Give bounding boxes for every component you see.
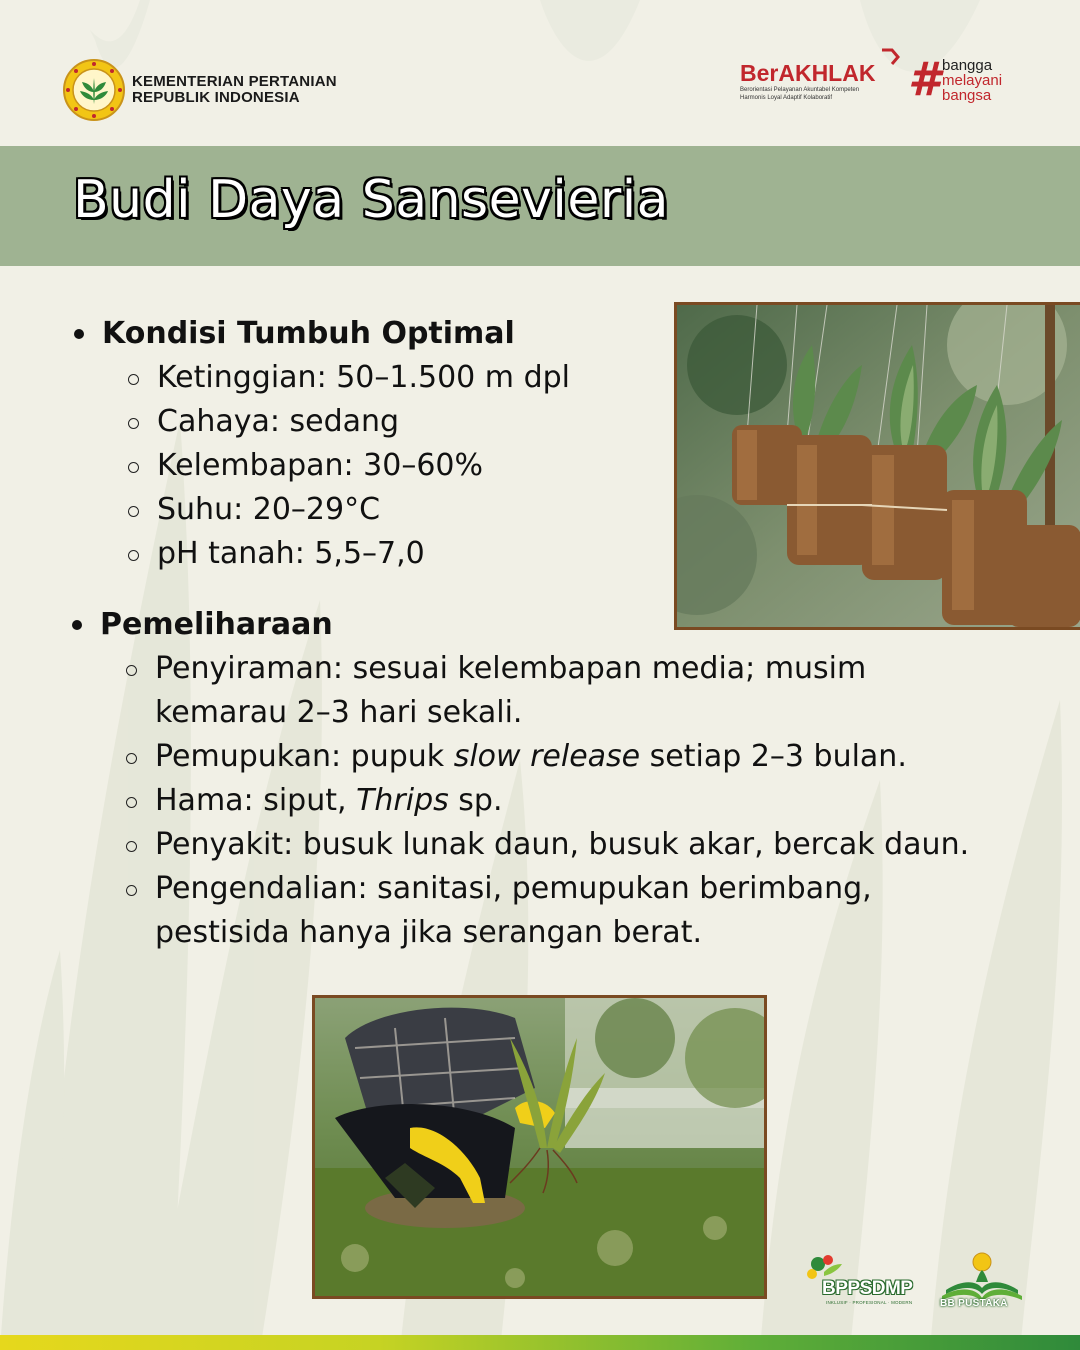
- list-item-text: pH tanah: 5,5–7,0: [157, 536, 425, 571]
- ministry-logo-block: [62, 58, 337, 122]
- footer-color-bar: [0, 1335, 1080, 1350]
- section-heading-text: Pemeliharaan: [100, 607, 333, 642]
- list-item-text-end: setiap 2–3 bulan.: [640, 739, 907, 774]
- list-item: [128, 356, 570, 400]
- ministry-emblem-icon: [62, 58, 126, 122]
- circle-bullet-icon: [126, 753, 137, 764]
- list-item: [128, 400, 570, 444]
- list-item-italic: Thrips: [356, 783, 449, 818]
- hanging-plants-image: [677, 305, 1080, 627]
- bangga-line-3: bangsa: [942, 87, 992, 104]
- berakhlak-logo: [740, 50, 902, 102]
- list-item-text: Pengendalian: sanitasi, pemupukan berimbang, pestisida hanya jika serangan berat.: [155, 871, 872, 950]
- list-item: [126, 779, 1006, 823]
- bangga-line-1: bangga: [942, 57, 993, 74]
- circle-bullet-icon: [126, 841, 137, 852]
- list-item: [128, 444, 570, 488]
- list-item-text-end: sp.: [448, 783, 503, 818]
- circle-bullet-icon: [126, 885, 137, 896]
- berakhlak-subtitle-2: Harmonis Loyal Adaptif Kolaboratif: [740, 95, 833, 101]
- list-item-italic: slow release: [453, 739, 641, 774]
- bullet-icon: [74, 329, 84, 339]
- list-item-text: Suhu: 20–29°C: [157, 492, 381, 527]
- circle-bullet-icon: [126, 665, 137, 676]
- berakhlak-title: BerAKHLAK: [740, 60, 876, 86]
- list-item-text: Ketinggian: 50–1.500 m dpl: [157, 360, 570, 395]
- circle-bullet-icon: [126, 797, 137, 808]
- section-growth-conditions: [74, 312, 570, 576]
- list-item-text: Penyiraman: sesuai kelembapan media; musim kemarau 2–3 hari sekali.: [155, 651, 867, 730]
- page-title: Budi Daya Sansevieria: [73, 170, 670, 230]
- circle-bullet-icon: [128, 506, 139, 517]
- section-heading-text: Kondisi Tumbuh Optimal: [102, 316, 515, 351]
- header: [0, 0, 1080, 146]
- list-item: [126, 823, 1006, 867]
- list-item-text: Hama: siput,: [155, 783, 357, 818]
- section-heading: [74, 312, 570, 356]
- bangga-line-2: melayani: [942, 72, 1003, 89]
- circle-bullet-icon: [128, 462, 139, 473]
- list-item: [128, 532, 570, 576]
- planting-image: [315, 998, 764, 1296]
- berakhlak-subtitle-1: Berorientasi Pelayanan Akuntabel Kompeten: [740, 87, 860, 93]
- list-item: [126, 735, 1006, 779]
- growth-conditions-list: [128, 356, 570, 576]
- circle-bullet-icon: [128, 418, 139, 429]
- maintenance-list: [126, 647, 1006, 955]
- planting-photo: [312, 995, 767, 1299]
- list-item-text: Cahaya: sedang: [157, 404, 400, 439]
- bppsdmp-logo-text: BPPSDMP: [822, 1278, 913, 1299]
- ministry-name-line1: KEMENTERIAN PERTANIAN: [132, 73, 337, 90]
- list-item: [126, 867, 1006, 955]
- hashtag-icon: #: [908, 52, 941, 106]
- list-item: [126, 647, 1006, 735]
- bb-pustaka-logo-text: BB PUSTAKA: [940, 1298, 1008, 1309]
- list-item-text: Penyakit: busuk lunak daun, busuk akar, bercak daun.: [155, 827, 970, 862]
- berakhlak-arrow-icon: [880, 48, 900, 66]
- list-item-text: Pemupukan: pupuk: [155, 739, 454, 774]
- circle-bullet-icon: [128, 374, 139, 385]
- ministry-name-line2: REPUBLIK INDONESIA: [132, 89, 300, 106]
- circle-bullet-icon: [128, 550, 139, 561]
- hanging-plants-photo: [674, 302, 1080, 630]
- section-maintenance: [72, 603, 1006, 955]
- bullet-icon: [72, 620, 82, 630]
- list-item: [128, 488, 570, 532]
- bangga-melayani-logo: [908, 52, 1003, 106]
- list-item-text: Kelembapan: 30–60%: [157, 448, 484, 483]
- bppsdmp-logo-subtitle: INKLUSIF · PROFESIONAL · MODERN: [826, 1300, 913, 1305]
